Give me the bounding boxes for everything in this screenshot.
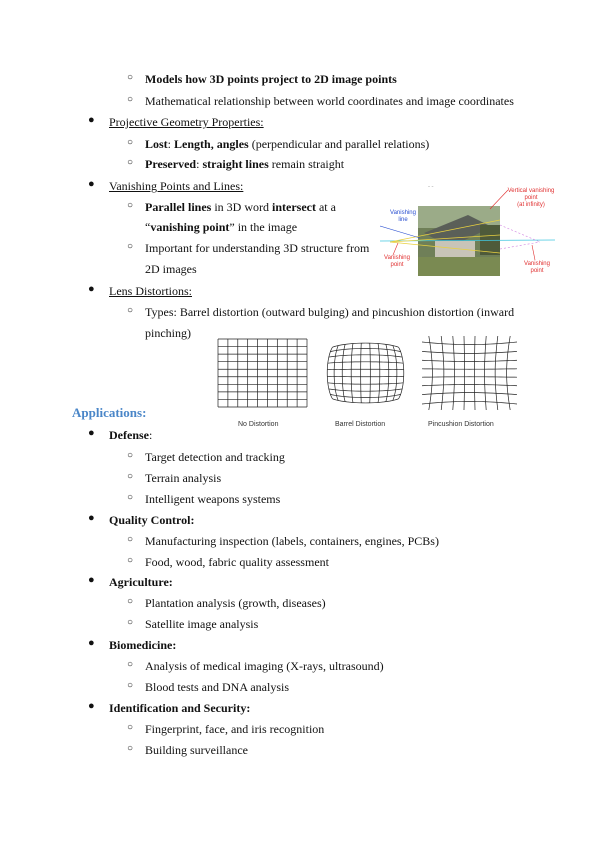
grid-line: [422, 393, 517, 395]
bullet-circle: ○: [127, 137, 134, 148]
grid-line: [332, 343, 398, 347]
grid-line: [378, 344, 380, 403]
list-item: Mathematical relationship between world coordinates and image coordinates: [145, 94, 514, 108]
vertical-vp-label: Vertical vanishing point (at infinity): [507, 188, 555, 208]
grid-line: [332, 399, 398, 403]
grid-line: [507, 336, 511, 410]
right-vp-label: Vanishing point: [524, 261, 550, 274]
grid-line: [428, 336, 432, 410]
grid-line: [485, 336, 487, 410]
grid-line: [422, 401, 517, 404]
list-item-continuation: 2D images: [145, 262, 197, 276]
application-item: Building surveillance: [145, 743, 248, 757]
application-item: Plantation analysis (growth, diseases): [145, 596, 326, 610]
application-item: Blood tests and DNA analysis: [145, 680, 289, 694]
bullet-circle: ○: [127, 72, 134, 83]
bullet-circle: ○: [127, 94, 134, 105]
grid-line: [327, 347, 332, 399]
bullet-disc: ●: [88, 700, 95, 712]
grid-line: [330, 394, 400, 397]
bullet-circle: ○: [127, 200, 134, 211]
list-item-continuation: “vanishing point” in the image: [145, 220, 298, 234]
grid-line: [330, 348, 400, 351]
grid-line: [334, 346, 338, 401]
bullet-circle: ○: [127, 305, 134, 316]
list-item: Important for understanding 3D structure from: [145, 241, 370, 255]
grid-line: [370, 343, 371, 403]
bullet-circle: ○: [127, 659, 134, 670]
grid-line: [495, 336, 498, 410]
grid-line: [453, 336, 455, 410]
grid-line: [474, 336, 475, 410]
list-item-continuation: pinching): [145, 326, 191, 340]
left-vp-label: Vanishing point: [384, 255, 410, 268]
vanishing-heading: Vanishing Points and Lines:: [109, 179, 244, 193]
bullet-circle: ○: [127, 241, 134, 252]
bullet-disc: ●: [88, 283, 95, 295]
application-item: Fingerprint, face, and iris recognition: [145, 722, 325, 736]
no-distortion-caption: No Distortion: [238, 421, 279, 428]
application-item: Intelligent weapons systems: [145, 492, 281, 506]
vanishing-line-label: Vanishing line: [390, 210, 416, 223]
bullet-disc: ●: [88, 512, 95, 524]
list-item: Preserved: straight lines remain straight: [145, 157, 345, 171]
application-item: Analysis of medical imaging (X-rays, ultrasound): [145, 659, 384, 673]
application-item: Terrain analysis: [145, 471, 222, 485]
bullet-circle: ○: [127, 555, 134, 566]
application-item: Food, wood, fabric quality assessment: [145, 555, 329, 569]
barrel-distortion-caption: Barrel Distortion: [335, 421, 386, 428]
bullet-disc: ●: [88, 114, 95, 126]
bullet-circle: ○: [127, 534, 134, 545]
grid-line: [399, 347, 404, 399]
bullet-circle: ○: [127, 680, 134, 691]
bullet-disc: ●: [88, 427, 95, 439]
svg-text:- -: - -: [428, 185, 434, 190]
grid-line: [329, 355, 402, 357]
application-group-title: Agriculture:: [109, 575, 173, 589]
bullet-circle: ○: [127, 157, 134, 168]
bullet-disc: ●: [88, 178, 95, 190]
application-group-title: Identification and Security:: [109, 701, 251, 715]
list-item: Lost: Length, angles (perpendicular and parallel relations): [145, 137, 430, 151]
list-item: Types: Barrel distortion (outward bulging) and pincushion distortion (inward: [145, 305, 515, 319]
list-item: Models how 3D points project to 2D image points: [145, 72, 397, 86]
grid-line: [422, 351, 517, 353]
projective-heading: Projective Geometry Properties:: [109, 115, 264, 129]
barrel-distortion-grid: [319, 336, 412, 410]
grid-line: [441, 336, 444, 410]
application-group-title: Defense:: [109, 428, 153, 442]
bullet-disc: ●: [88, 574, 95, 586]
grid-line: [386, 344, 389, 401]
grid-line: [422, 341, 517, 344]
lens-heading: Lens Distortions:: [109, 284, 192, 298]
bullet-circle: ○: [127, 617, 134, 628]
grid-line: [422, 360, 517, 361]
application-item: Target detection and tracking: [145, 450, 285, 464]
pincushion-distortion-grid: [422, 336, 517, 410]
bullet-disc: ●: [88, 637, 95, 649]
grid-line: [464, 336, 465, 410]
pincushion-distortion-caption: Pincushion Distortion: [428, 421, 494, 428]
bullet-circle: ○: [127, 450, 134, 461]
no-distortion-grid: [215, 336, 310, 410]
bullet-circle: ○: [127, 471, 134, 482]
grid-line: [328, 362, 403, 363]
grid-line: [342, 344, 345, 401]
list-item: Parallel lines in 3D word intersect at a: [145, 200, 336, 214]
grid-line: [329, 389, 402, 391]
application-group-title: Biomedicine:: [109, 638, 177, 652]
application-item: Manufacturing inspection (labels, containers, engines, PCBs): [145, 534, 439, 548]
vanishing-point-figure: [380, 185, 555, 277]
grid-line: [422, 384, 517, 385]
applications-heading: Applications:: [72, 405, 147, 420]
bullet-circle: ○: [127, 743, 134, 754]
grid-line: [361, 343, 362, 403]
application-group-title: Quality Control:: [109, 513, 195, 527]
grid-line: [328, 383, 403, 384]
grid-line: [351, 344, 353, 403]
bullet-circle: ○: [127, 596, 134, 607]
grid-line: [393, 346, 397, 401]
bullet-circle: ○: [127, 722, 134, 733]
bullet-circle: ○: [127, 492, 134, 503]
application-item: Satellite image analysis: [145, 617, 259, 631]
